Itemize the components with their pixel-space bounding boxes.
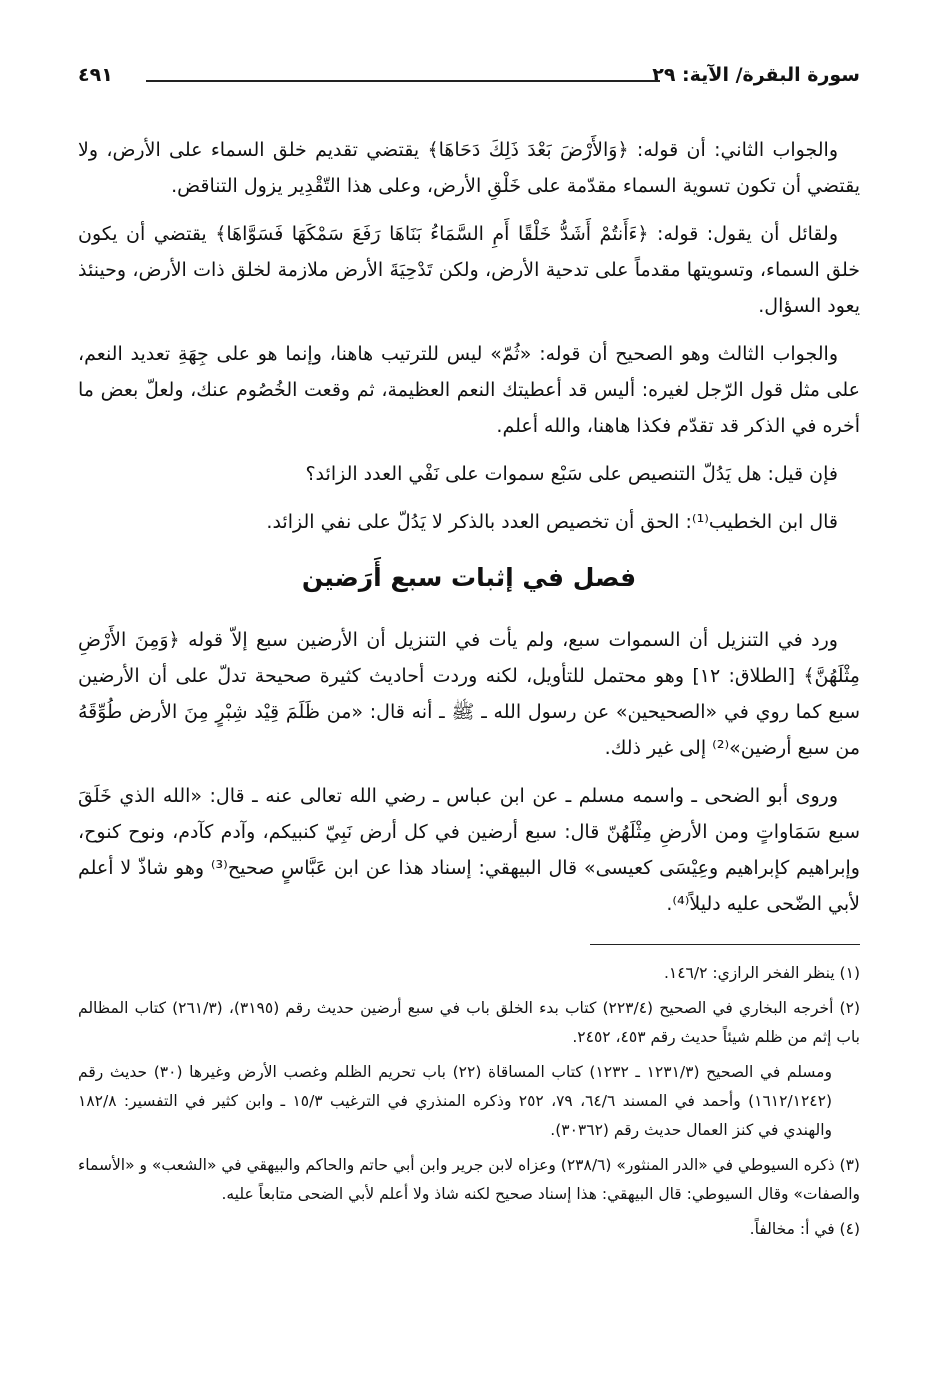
- header-title: سورة البقرة/ الآية: ٢٩: [652, 64, 860, 86]
- paragraph: وروى أبو الضحى ـ واسمه مسلم ـ عن ابن عباس ـ رضي الله تعالى عنه ـ قال: «الله الذي خَلَقَ سبع سَمَاواتٍ ومن الأرضِ مِثْلَهُنّ قال: سبع أرضين في كل أرض نَبِيّ كنبيكم، وآدم كآدم، ونوح كنوح، وإبراهيم كإبراهيم وعِيْسَى كعيسى» قال البيهقي: إسناد هذا عن ابن عَبَّاسٍ صحيح⁽³⁾ وهو شاذّ لا أعلم لأبي الضّحى عليه دليلاً⁽⁴⁾.: [78, 785, 860, 915]
- main-text: [78, 132, 860, 922]
- paragraph: قال ابن الخطيب⁽¹⁾: الحق أن تخصيص العدد بالذكر لا يَدُلّ على نفي الزائد.: [266, 511, 838, 533]
- footnote: (٤) في أ: مخالفاً.: [749, 1220, 860, 1238]
- paragraph: والجواب الثاني: أن قوله: ﴿وَالأَرْضَ بَعْدَ ذَلِكَ دَحَاهَا﴾ يقتضي تقديم خلق السماء على الأرض، ولا يقتضي أن تكون تسوية السماء مقدّمة على خَلْقِ الأرض، وعلى هذا التّقْدِير يزول التناقض.: [78, 139, 860, 197]
- paragraph: والجواب الثالث وهو الصحيح أن قوله: «ثُمّ» ليس للترتيب هاهنا، وإنما هو على جِهَةِ تعديد النعم، على مثل قول الرّجل لغيره: أليس قد أعطيتك النعم العظيمة، ثم وقعت الخُصُوم عنك، ولعلّ بعض ما أخره في الذكر قد تقدّم فكذا هاهنا، والله أعلم.: [78, 343, 860, 437]
- footnote: (٣) ذكره السيوطي في «الدر المنثور» (٢٣٨/٦) وعزاه لابن جرير وابن أبي حاتم والحاكم والبيهقي في «الشعب» و «الأسماء والصفات» وقال السيوطي: قال البيهقي: هذا إسناد صحيح لكنه شاذ ولا أعلم لأبي الضحى متابعاً عليه.: [78, 1156, 860, 1203]
- book-page: [78, 58, 860, 1358]
- paragraph: ولقائل أن يقول: قوله: ﴿ءَأَنتُمْ أَشَدُّ خَلْقًا أَمِ السَّمَاءُ بَنَاهَا رَفَعَ سَمْكَهَا فَسَوَّاهَا﴾ يقتضي أن يكون خلق السماء، وتسويتها مقدماً على تدحية الأرض، ولكن تَدْحِيَةَ الأرض ملازمة لخلق ذات الأرض، وحينئذ يعود السؤال.: [78, 223, 860, 317]
- footnote: (١) ينظر الفخر الرازي: ١٤٦/٢.: [663, 964, 860, 982]
- section-heading: فصل في إثبات سبع أَرَضين: [301, 563, 637, 592]
- paragraph: ورد في التنزيل أن السموات سبع، ولم يأت في التنزيل أن الأرضين سبع إلاّ قوله ﴿وَمِنَ الأَرْضِ مِثْلَهُنَّ﴾ [الطلاق: ١٢] وهو محتمل للتأويل، لكنه وردت أحاديث كثيرة صحيحة تدلّ على أن الأرضين سبع كما روي في «الصحيحين» عن رسول الله ـ ﷺ ـ أنه قال: «من ظَلَمَ قِيْد شِبْرٍ مِنَ الأرض طُوِّقَهُ من سبع أرضين»⁽²⁾ إلى غير ذلك.: [78, 629, 860, 759]
- page-number: ٤٩١: [78, 64, 113, 86]
- footnote-continuation: ومسلم في الصحيح (١٢٣١/٣ ـ ١٢٣٢) كتاب المساقاة (٢٢) باب تحريم الظلم وغصب الأرض وغيرها (٣٠) حديث رقم (١٦١٢/١٢٤٢) وأحمد في المسند ٦٤/٦، ٧٩، ٢٥٢ وذكره المنذري في الترغيب ١٥/٣ ـ وابن كثير في التفسير: ١٨٢/٨ والهندي في كنز العمال حديث رقم (٣٠٣٦٢).: [78, 1063, 833, 1139]
- running-header: [78, 58, 860, 92]
- footnote-separator: [590, 944, 860, 945]
- paragraph: فإن قيل: هل يَدُلّ التنصيص على سَبْع سموات على نَفْي العدد الزائد؟: [305, 463, 838, 485]
- footnote: (٢) أخرجه البخاري في الصحيح (٢٢٣/٤) كتاب بدء الخلق باب في سبع أرضين حديث رقم (٣١٩٥)، (٢٦١/٣) كتاب المظالم باب إثم من ظلم شيئاً حديث رقم ٤٥٣، ٢٤٥٢.: [78, 999, 860, 1046]
- header-rule: [146, 80, 660, 82]
- footnotes: [78, 959, 860, 1244]
